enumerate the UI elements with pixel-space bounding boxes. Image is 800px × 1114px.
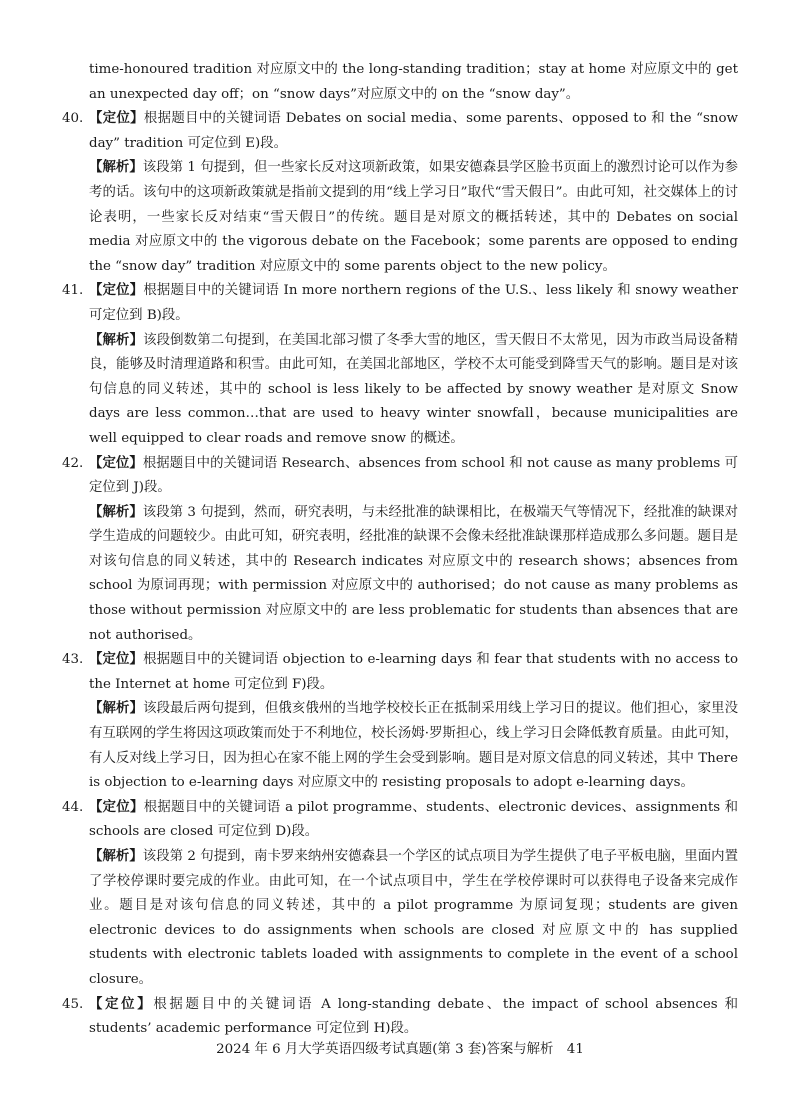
question-number: 43.	[62, 652, 84, 668]
intro-paragraph	[62, 58, 738, 107]
question-40	[62, 107, 738, 279]
analysis-label: 【解析】	[89, 849, 143, 864]
question-number: 45.	[62, 996, 84, 1012]
locate-label: 【定位】	[89, 283, 144, 299]
question-number: 41.	[62, 283, 84, 299]
analysis-label: 【解析】	[89, 701, 144, 717]
page-footer: 2024 年 6 月大学英语四级考试真题(第 3 套)答案与解析 41	[216, 1042, 584, 1057]
analysis-paragraph	[89, 697, 738, 795]
locate-paragraph	[89, 279, 738, 328]
question-41	[62, 279, 738, 451]
locate-text: 根据题目中的关键词语 A long-standing debate、the impact of school absences 和 students’ academic performance 可定位到 H)段。	[89, 996, 739, 1037]
analysis-text: 该段最后两句提到，但俄亥俄州的当地学校校长正在抵制采用线上学习日的提议。他们担心，家里没有互联网的学生将因这项政策而处于不利地位，校长汤姆·罗斯担心，线上学习日会降低教育质量。由此可知，有人反对线上学习日，因为担心在家不能上网的学生会受到影响。题目是对原文信息的同义转述，其中 There is objection to e-learning days 对应原文中的 resisting proposals to adopt e-learning days。	[89, 701, 739, 791]
locate-text: 根据题目中的关键词语 objection to e-learning days 和 fear that students with no access to the Internet at home 可定位到 F)段。	[89, 652, 739, 692]
analysis-label: 【解析】	[89, 160, 143, 176]
locate-paragraph	[89, 648, 738, 697]
analysis-text: 该段倒数第二句提到，在美国北部习惯了冬季大雪的地区，雪天假日不太常见，因为市政当局设备精良，能够及时清理道路和积雪。由此可知，在美国北部地区，学校不太可能受到降雪天气的影响。题目是对该句信息的同义转述，其中的 school is less likely to be affected by snowy weather 是对原文 Snow days are less common…that are used to heavy winter snowfall，because municipalities are well equipped to clear roads and remove snow 的概述。	[89, 332, 739, 446]
locate-paragraph	[89, 796, 738, 845]
question-43	[62, 648, 738, 796]
intro-text: time-honoured tradition 对应原文中的 the long-standing tradition；stay at home 对应原文中的 get an unexpected day off；on “snow days”对应原文中的 on the “snow day”。	[89, 62, 738, 102]
question-number: 44.	[62, 799, 84, 815]
locate-label: 【定位】	[89, 799, 144, 815]
locate-text: 根据题目中的关键词语 Debates on social media、some parents、opposed to 和 the “snow day” tradition 可定位到 E)段。	[89, 111, 738, 151]
question-number: 40.	[62, 111, 84, 127]
analysis-paragraph	[89, 845, 738, 993]
analysis-paragraph	[89, 156, 738, 279]
answer-analysis-content	[62, 58, 738, 1042]
analysis-text: 该段第 1 句提到，但一些家长反对这项新政策，如果安德森县学区脸书页面上的激烈讨论可以作为参考的话。该句中的这项新政策就是指前文提到的用“线上学习日”取代“雪天假日”。由此可知，社交媒体上的讨论表明，一些家长反对结束“雪天假日”的传统。题目是对原文的概括转述，其中的 Debates on social media 对应原文中的 the vigorous debate on the Facebook；some parents are opposed to ending the “snow day” tradition 对应原文中的 some parents object to the new policy。	[89, 160, 738, 274]
locate-label: 【定位】	[89, 111, 144, 127]
question-45	[62, 993, 738, 1042]
locate-text: 根据题目中的关键词语 Research、absences from school 和 not cause as many problems 可定位到 J)段。	[89, 455, 739, 496]
locate-label: 【定位】	[89, 455, 143, 471]
locate-label: 【定位】	[89, 652, 144, 668]
question-42	[62, 452, 738, 649]
analysis-label: 【解析】	[89, 504, 143, 520]
locate-paragraph	[89, 107, 738, 156]
question-number: 42.	[62, 455, 84, 471]
analysis-label: 【解析】	[89, 332, 144, 348]
analysis-text: 该段第 2 句提到，南卡罗来纳州安德森县一个学区的试点项目为学生提供了电子平板电脑，里面内置了学校停课时要完成的作业。由此可知，在一个试点项目中，学生在学校停课时可以获得电子设备来完成作业。题目是对该句信息的同义转述，其中的 a pilot programme 为原词复现；students are given electronic devices to do assignments when schools are closed 对应原文中的 has supplied students with electronic tablets loaded with assignments to complete in the event of a school closure。	[89, 849, 738, 987]
locate-text: 根据题目中的关键词语 a pilot programme、students、electronic devices、assignments 和 schools are closed 可定位到 D)段。	[89, 799, 739, 840]
analysis-paragraph	[89, 501, 738, 649]
analysis-paragraph	[89, 329, 738, 452]
analysis-text: 该段第 3 句提到，然而，研究表明，与未经批准的缺课相比，在极端天气等情况下，经批准的缺课对学生造成的问题较少。由此可知，研究表明，经批准的缺课不会像未经批准缺课那样造成那么多问题。题目是对该句信息的同义转述，其中的 Research indicates 对应原文中的 research shows；absences from school 为原词再现；with permission 对应原文中的 authorised；do not cause as many problems as those without permission 对应原文中的 are less problematic for students than absences that are not authorised。	[89, 504, 738, 643]
question-44	[62, 796, 738, 993]
locate-label: 【定位】	[89, 996, 154, 1012]
locate-paragraph	[89, 993, 738, 1042]
locate-text: 根据题目中的关键词语 In more northern regions of the U.S.、less likely 和 snowy weather 可定位到 B)段。	[89, 283, 738, 323]
locate-paragraph	[89, 452, 738, 501]
